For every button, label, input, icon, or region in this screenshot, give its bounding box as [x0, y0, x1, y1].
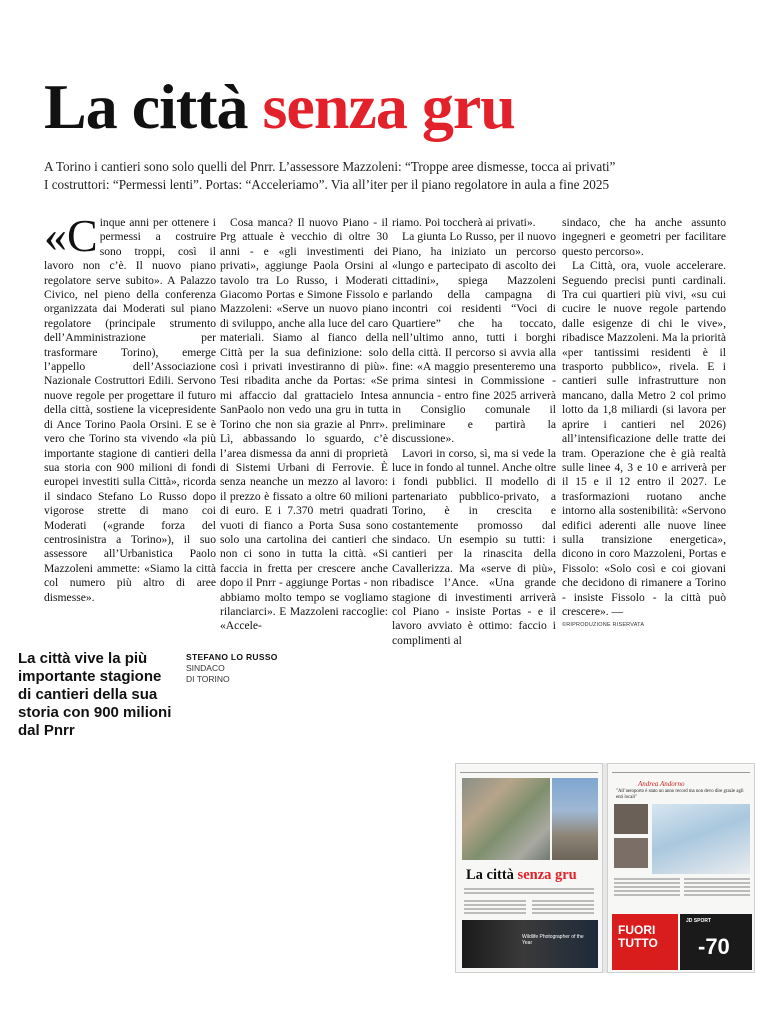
subheadline-line-1: A Torino i cantieri sono solo quelli del Pnrr. L’assessore Mazzoleni: “Troppe aree dismesse, tocca ai privati” [44, 159, 616, 174]
paragraph: La giunta Lo Russo, per il nuovo Piano, ha iniziato un percorso «lungo e partecipato di ascolto dei cittadini», spiega Mazzoleni parlando della campagna di incontri coi residenti “Voci di Quartiere” che ha toccato, nell’ultimo anno, tutti i borghi della città. Il percorso si avvia alla fine: «A maggio presenteremo una prima sintesi in Commissione - annuncia - entro fine 2025 arriverà in Consiglio comunale il preliminare e partirà la discussione». [392, 230, 556, 446]
copyright-notice: ©RIPRODUZIONE RISERVATA [562, 622, 645, 629]
portrait-photo-1 [614, 804, 648, 834]
wildlife-ad-caption: Wildlife Photographer of the Year [522, 934, 584, 946]
attribution-name: STEFANO LO RUSSO [186, 652, 278, 662]
portrait-photo-2 [614, 838, 648, 868]
pull-quote: La città vive la più importante stagione di cantieri della sua storia con 900 milioni dal Pnrr [18, 650, 172, 739]
thumbnail-right-kicker: Andrea Andorno [638, 780, 685, 788]
paragraph: Lavori in corso, sì, ma si vede la luce in fondo al tunnel. Anche oltre i fondi pubblici. Il modello di partenariato pubblico-privato, a Torino, è in crescita e costantemente promosso dal sindaco. Un esempio su tutti: i cantieri per la rinascita della Cavallerizza. Ma «serve di più», ribadisce l’Ance. «Una grande stagione di investimenti arriverà col Piano - insiste Portas - e il lavoro avviato è ottimo: faccio i complimenti al [392, 446, 556, 647]
jd-sport-discount: -70 [698, 934, 730, 959]
quote-attribution [186, 652, 278, 685]
article-column-1 [44, 210, 216, 605]
headline-black: La città [44, 71, 248, 142]
subheadline [44, 158, 744, 194]
paragraph: riamo. Poi toccherà ai privati». [392, 216, 536, 229]
headline-red: senza gru [262, 71, 515, 142]
article-column-2 [220, 216, 388, 634]
page-spread-thumbnail[interactable] [455, 763, 755, 973]
jd-sport-brand: JD SPORT [686, 918, 712, 924]
drop-cap: «C [44, 210, 98, 261]
article-column-4 [562, 216, 726, 629]
page-header-rule [460, 767, 598, 773]
page-header-rule [612, 767, 750, 773]
fuori-tutto-text: FUORI TUTTO [618, 923, 658, 950]
construction-photo [552, 778, 598, 860]
thumbnail-right-page [607, 763, 755, 973]
thumbnail-headline: La città senza gru [466, 867, 577, 883]
headline [44, 72, 515, 142]
attribution-role-2: DI TORINO [186, 674, 230, 684]
attribution-role-1: SINDACO [186, 663, 225, 673]
paragraph: sindaco, che ha anche assunto ingegneri e geometri per facilitare questo percorso». [562, 216, 726, 258]
thumbnail-right-headline: "All’aeroporto è stato un anno record ma non devo dire grazie agli enti locali" [616, 789, 744, 800]
subheadline-line-2: I costruttori: “Permessi lenti”. Portas: “Acceleriamo”. Via all’iter per il piano regolatore in aula a fine 2025 [44, 177, 610, 192]
thumbnail-left-page [455, 763, 603, 973]
paragraph: La Città, ora, vuole accelerare. Seguendo precisi punti cardinali. Tra cui quartieri più vivi, «su cui cucire le nuove regole partendo dalle esigenze di chi le vive», ribadisce Mazzoleni. Ma la priorità «per tantissimi residenti è il trasporto pubblico», rivela. E i cantieri sulle infrastrutture non mancano, dalla Metro 2 col primo lotto da 1,8 miliardi (si lavora per aprire i cantieri nel 2026) all’intensificazione delle tratte dei tram. Operazione che è già realtà sulle linee 4, 3 e 10 e arriverà per il 15 e il 12 entro il 2027. Le trasformazioni ruotano anche intorno alla sostenibilità: «Servono edifici aderenti alle nuove linee sulla transizione energetica», dicono in coro Mazzoleni, Portas e Fissolo: «Solo così e coi giovani che decidono di rimanere a Torino - insiste Fissolo - la città può crescere». — [562, 259, 726, 618]
paragraph: Cosa manca? Il nuovo Piano - il Prg attuale è vecchio di oltre 30 anni - e «gli investimenti dei privati», aggiunge Paola Orsini al tavolo tra Lo Russo, i Moderati Giacomo Portas e Simone Fissolo e Mazzoleni: «Serve un nuovo piano di sviluppo, anche alla luce del caro materiali. Siamo al fianco della Città per la sua definizione: solo così i privati investiranno di più». Tesi ribadita anche da Portas: «Se mi affaccio dal grattacielo Intesa SanPaolo non vedo una gru in tutta Torino che non sia grazie al Pnrr». Lì, abbassando lo sguardo, c’è l’area dismessa da anni di proprietà di Sistemi Urbani di Ferrovie. È senza neanche un mezzo al lavoro: il prezzo è fissato a oltre 60 milioni di euro. E i 7.370 metri quadrati vuoti di fianco a Porta Susa sono solo una cartolina dei cantieri che non ci sono in tutta la città. «Si faccia in fretta per crescere anche dopo il Pnrr - aggiunge Portas - non abbiamo molto tempo se vogliamo rilanciarci». E Mazzoleni raccoglie: «Accele- [220, 216, 388, 633]
aerial-photo [462, 778, 550, 860]
map-graphic [652, 804, 750, 874]
article-column-3 [392, 216, 556, 648]
paragraph: inque anni per ottenere i permessi a costruire sono troppi, così il lavoro non c’è. Il nuovo piano regolatore serve subito». A Palazzo Civico, nel pieno della conferenza organizzata dai Moderati sul piano regolatore (principale strumento dell’Amministrazione per trasformare Torino), emerge l’appello dell’Associazione Nazionale Costruttori Edili. Servono nuove regole per progettare il futuro della città, sostiene la vicepresidente di Ance Torino Paola Orsini. E se è vero che Torino sta vivendo «la più importante stagione di cantieri della sua storia con 900 milioni di fondi europei investiti sulla Città», ricorda il sindaco Stefano Lo Russo dopo vigorose strette di mano coi Moderati («grande forza del centrosinistra a Torino»), il suo assessore all’Urbanistica Paolo Mazzoleni ammette: «Siamo la città col numero più altro di aree dismesse». [44, 216, 216, 604]
